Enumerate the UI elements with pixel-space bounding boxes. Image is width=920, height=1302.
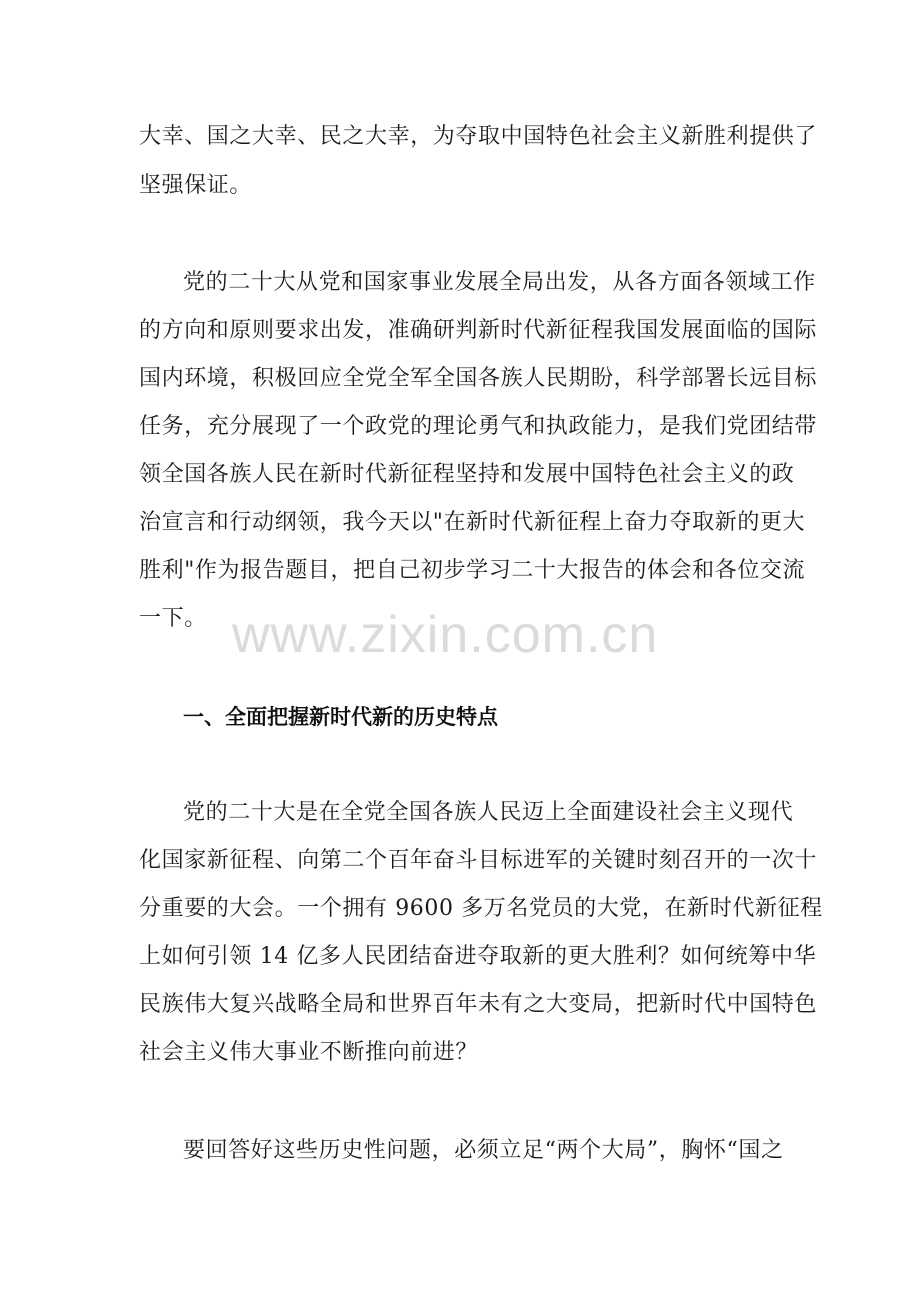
paragraph-2-line-2: 的方向和原则要求出发，准确研判新时代新征程我国发展面临的国际	[139, 318, 818, 343]
section-heading: 一、全面把握新时代新的历史特点	[183, 705, 498, 729]
paragraph-3-line-6: 社会主义伟大事业不断推向前进？	[139, 1040, 479, 1065]
paragraph-3-line-4: 上如何引领 14 亿多人民团结奋进夺取新的更大胜利？如何统筹中华	[139, 944, 817, 969]
paragraph-2-line-1: 党的二十大从党和国家事业发展全局出发，从各方面各领域工作	[183, 270, 816, 295]
paragraph-1-line-1: 大幸、国之大幸、民之大幸，为夺取中国特色社会主义新胜利提供了	[139, 124, 818, 149]
paragraph-2-line-6: 治宣言和行动纲领，我今天以"在新时代新征程上奋力夺取新的更大	[139, 510, 806, 535]
paragraph-2-line-3: 国内环境，积极回应全党全军全国各族人民期盼，科学部署长远目标	[139, 366, 818, 391]
paragraph-2-line-8: 一下。	[139, 606, 207, 631]
paragraph-1-line-2: 坚强保证。	[139, 173, 253, 198]
paragraph-4-line-1: 要回答好这些历史性问题，必须立足“两个大局”，胸怀“国之	[183, 1138, 784, 1163]
paragraph-3-line-5: 民族伟大复兴战略全局和世界百年未有之大变局，把新时代中国特色	[139, 992, 818, 1017]
paragraph-2-line-5: 领全国各族人民在新时代新征程坚持和发展中国特色社会主义的政	[139, 462, 795, 487]
paragraph-3-line-1: 党的二十大是在全党全国各族人民迈上全面建设社会主义现代	[183, 800, 794, 825]
watermark: www.zixin.com.cn	[232, 606, 659, 664]
paragraph-2-line-4: 任务，充分展现了一个政党的理论勇气和执政能力，是我们党团结带	[139, 414, 818, 439]
paragraph-3-line-2: 化国家新征程、向第二个百年奋斗目标进军的关键时刻召开的一次十	[139, 848, 818, 873]
paragraph-2-line-7: 胜利"作为报告题目，把自己初步学习二十大报告的体会和各位交流	[139, 558, 806, 583]
paragraph-3-line-3: 分重要的大会。一个拥有 9600 多万名党员的大党，在新时代新征程	[139, 896, 823, 921]
